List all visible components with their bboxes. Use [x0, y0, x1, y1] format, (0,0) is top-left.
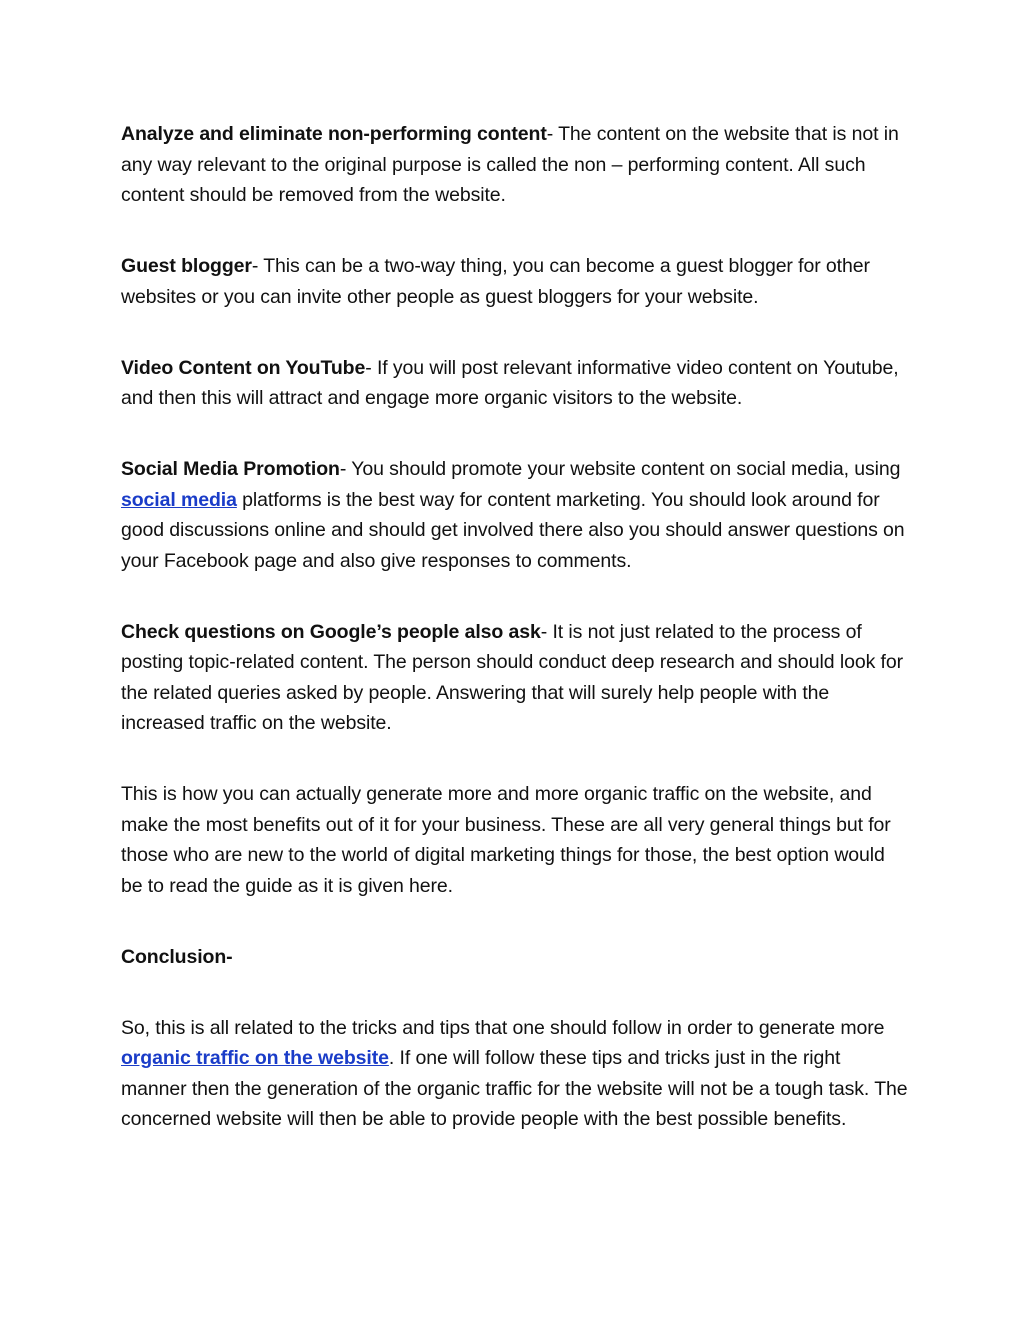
conclusion-heading [121, 942, 911, 973]
paragraph-lead: Social Media Promotion [121, 458, 340, 480]
paragraph-people-also-ask [121, 617, 911, 739]
paragraph-text: - You should promote your website content on social media, using [339, 458, 901, 480]
paragraph-social-media [121, 454, 911, 576]
paragraph-video-content [121, 353, 911, 414]
paragraph-guest-blogger [121, 251, 911, 312]
social-media-link[interactable]: social media [121, 488, 237, 511]
paragraph-analyze-content [121, 119, 911, 211]
paragraph-text: . If one will follow these tips and tricks just in the right manner then the generation of the organic traffic for the website will not be a tough task. The concerned website will then be able to provide people with the best possible benefits. [121, 1047, 908, 1130]
paragraph-text: - If you will post relevant informative video content on Youtube, and then this will attract and engage more organic visitors to the website. [121, 356, 899, 409]
paragraph-text: So, this is all related to the tricks and tips that one should follow in order to generate more [121, 1016, 885, 1039]
paragraph-lead: Video Content on YouTube [121, 356, 366, 379]
paragraph-text: This is how you can actually generate more and more organic traffic on the website, and make the most benefits out of it for your business. These are all very general things but for those who are new to the world of digital marketing things for those, the best option would be to read the guide as it is given here. [121, 783, 891, 897]
paragraph-lead: Guest blogger [121, 255, 252, 277]
conclusion-heading-text: Conclusion- [121, 945, 233, 968]
paragraph-text: - This can be a two-way thing, you can become a guest blogger for other websites or you can invite other people as guest bloggers for your website. [121, 255, 870, 308]
paragraph-text: platforms is the best way for content marketing. You should look around for good discussions online and should get involved there also you should answer questions on your Facebook page and also give responses to comments. [121, 488, 905, 572]
paragraph-summary [121, 779, 911, 901]
paragraph-lead: Check questions on Google’s people also ask [121, 620, 541, 643]
paragraph-text: - The content on the website that is not in any way relevant to the original purpose is called the non – performing content. All such content should be removed from the website. [121, 123, 899, 206]
organic-traffic-link[interactable]: organic traffic on the website [121, 1047, 389, 1069]
paragraph-lead: Analyze and eliminate non-performing content [121, 123, 547, 145]
paragraph-conclusion [121, 1013, 911, 1135]
paragraph-text: - It is not just related to the process of posting topic-related content. The person should conduct deep research and should look for the related queries asked by people. Answering that will surely help people with the increased traffic on the website. [121, 620, 903, 734]
document-body [121, 119, 911, 1175]
